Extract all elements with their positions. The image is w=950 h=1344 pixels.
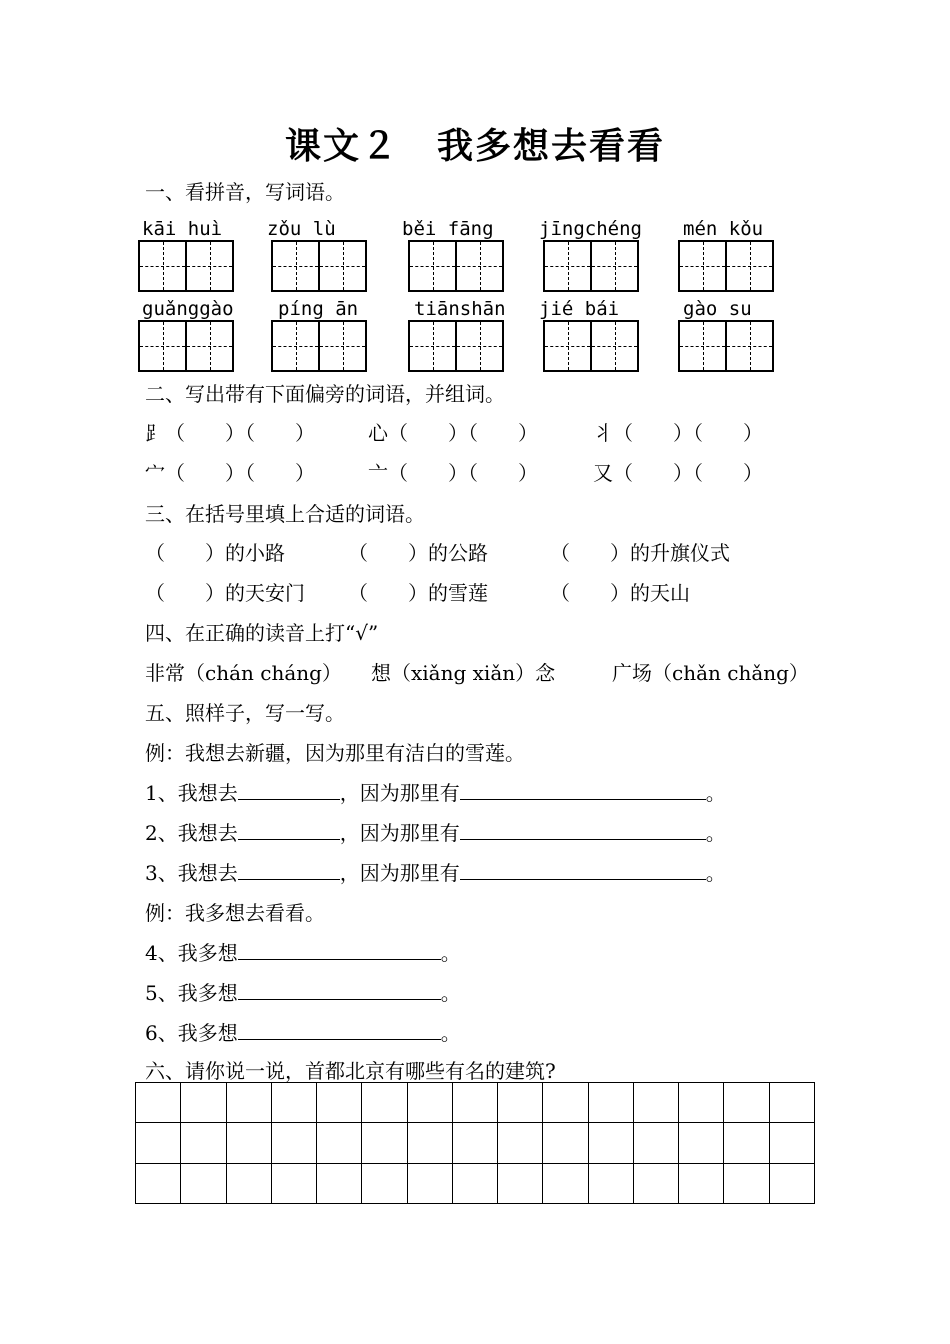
section-3-heading: 三、在括号里填上合适的词语。 [145,502,425,526]
pinyin-text: kāi huì [142,218,223,240]
pinyin-text: gào su [683,298,752,320]
pinyin-text: jīngchéng [539,218,642,240]
answer-blank[interactable] [460,859,706,880]
writing-box[interactable] [271,320,365,372]
fill-item: （ ）的天山 [550,581,690,605]
radical-item: 心（ ）（ ） [368,421,538,445]
sentence-item: 5、我多想 。 [145,981,461,1005]
reading-item: 想（xiǎng xiǎn）念 [371,661,556,685]
answer-blank[interactable] [238,939,441,960]
pinyin-text: guǎnggào [142,298,234,320]
section-1-heading: 一、看拼音，写词语。 [145,180,345,204]
pinyin-text: píng ān [278,298,359,320]
sentence-item: 3、我想去 ，因为那里有 。 [145,861,726,885]
section-2-heading: 二、写出带有下面偏旁的词语，并组词。 [145,382,505,406]
answer-blank[interactable] [238,979,441,1000]
fill-item: （ ）的雪莲 [348,581,488,605]
writing-box[interactable] [543,240,637,292]
pinyin-text: zǒu lù [267,218,336,240]
writing-box[interactable] [138,320,232,372]
writing-box[interactable] [408,240,502,292]
fill-item: （ ）的天安门 [145,581,305,605]
writing-box[interactable] [271,240,365,292]
answer-blank[interactable] [238,1019,441,1040]
section-6-heading: 六、请你说一说，首都北京有哪些有名的建筑? [145,1059,556,1083]
section-5-heading: 五、照样子，写一写。 [145,701,345,725]
answer-blank[interactable] [238,819,340,840]
pinyin-text: běi fāng [402,218,494,240]
pinyin-text: tiānshān [414,298,506,320]
reading-item: 非常（chán cháng） [145,661,342,685]
section-4-heading: 四、在正确的读音上打“√” [145,621,379,645]
writing-box[interactable] [678,320,772,372]
answer-blank[interactable] [238,859,340,880]
pinyin-text: mén kǒu [683,218,764,240]
sentence-item: 2、我想去 ，因为那里有 。 [145,821,726,845]
radical-item: ⻊（ ）（ ） [145,421,315,445]
writing-box[interactable] [138,240,232,292]
writing-box[interactable] [408,320,502,372]
page-title: 课文２ 我多想去看看 [284,125,665,167]
radical-item: 又（ ）（ ） [593,461,763,485]
radical-item: 丬（ ）（ ） [593,421,763,445]
sentence-item: 4、我多想 。 [145,941,461,965]
example-1: 例：我想去新疆，因为那里有洁白的雪莲。 [145,741,525,765]
answer-blank[interactable] [460,819,706,840]
writing-grid[interactable] [135,1082,815,1204]
writing-box[interactable] [678,240,772,292]
answer-blank[interactable] [238,779,340,800]
sentence-item: 1、我想去 ，因为那里有 。 [145,781,726,805]
radical-item: 亠（ ）（ ） [368,461,538,485]
writing-box[interactable] [543,320,637,372]
pinyin-text: jié bái [539,298,620,320]
fill-item: （ ）的小路 [145,541,285,565]
example-2: 例：我多想去看看。 [145,901,325,925]
fill-item: （ ）的升旗仪式 [550,541,730,565]
answer-blank[interactable] [460,779,706,800]
radical-item: 宀（ ）（ ） [145,461,315,485]
sentence-item: 6、我多想 。 [145,1021,461,1045]
reading-item: 广场（chǎn chǎng） [612,661,809,685]
fill-item: （ ）的公路 [348,541,488,565]
